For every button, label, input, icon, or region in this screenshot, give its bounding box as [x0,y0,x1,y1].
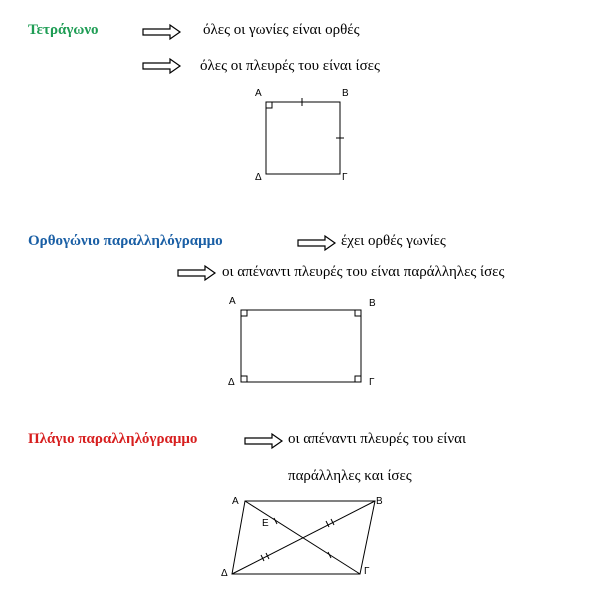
rectangle-vertex-b: Β [369,298,376,309]
parallelogram-vertex-d: Δ [221,568,228,579]
parallelogram-vertex-a: Α [232,496,239,507]
hollow-right-arrow-icon [245,434,283,448]
square-vertex-d: Δ [255,172,262,183]
parallelogram-heading: Πλάγιο παραλληλόγραμμο [28,431,198,447]
square-property-angles: όλες οι γωνίες είναι ορθές [203,22,360,38]
rectangle-property-sides: οι απέναντι πλευρές του είναι παράλληλες ίσες [222,264,505,280]
square-vertex-b: Β [342,88,349,99]
hollow-right-arrow-icon [178,266,216,280]
square-property-sides: όλες οι πλευρές του είναι ίσες [200,58,380,74]
parallelogram-vertex-g: Γ [364,566,370,577]
parallelogram-vertex-e: Ε [262,518,269,529]
square-figure [260,98,350,178]
parallelogram-vertex-b: Β [376,496,383,507]
rectangle-vertex-g: Γ [369,377,375,388]
square-heading: Τετράγωνο [28,22,99,38]
hollow-right-arrow-icon [298,236,336,250]
square-vertex-a: Α [255,88,262,99]
rectangle-property-angles: έχει ορθές γωνίες [341,233,446,249]
rectangle-heading: Ορθογώνιο παραλληλόγραμμο [28,233,223,249]
hollow-right-arrow-icon [143,25,181,39]
rectangle-figure [238,306,368,386]
parallelogram-property-line1: οι απέναντι πλευρές του είναι [288,431,467,447]
rectangle-vertex-a: Α [229,296,236,307]
rectangle-vertex-d: Δ [228,377,235,388]
parallelogram-property-line2: παράλληλες και ίσες [288,468,412,484]
hollow-right-arrow-icon [143,59,181,73]
square-vertex-g: Γ [342,172,348,183]
